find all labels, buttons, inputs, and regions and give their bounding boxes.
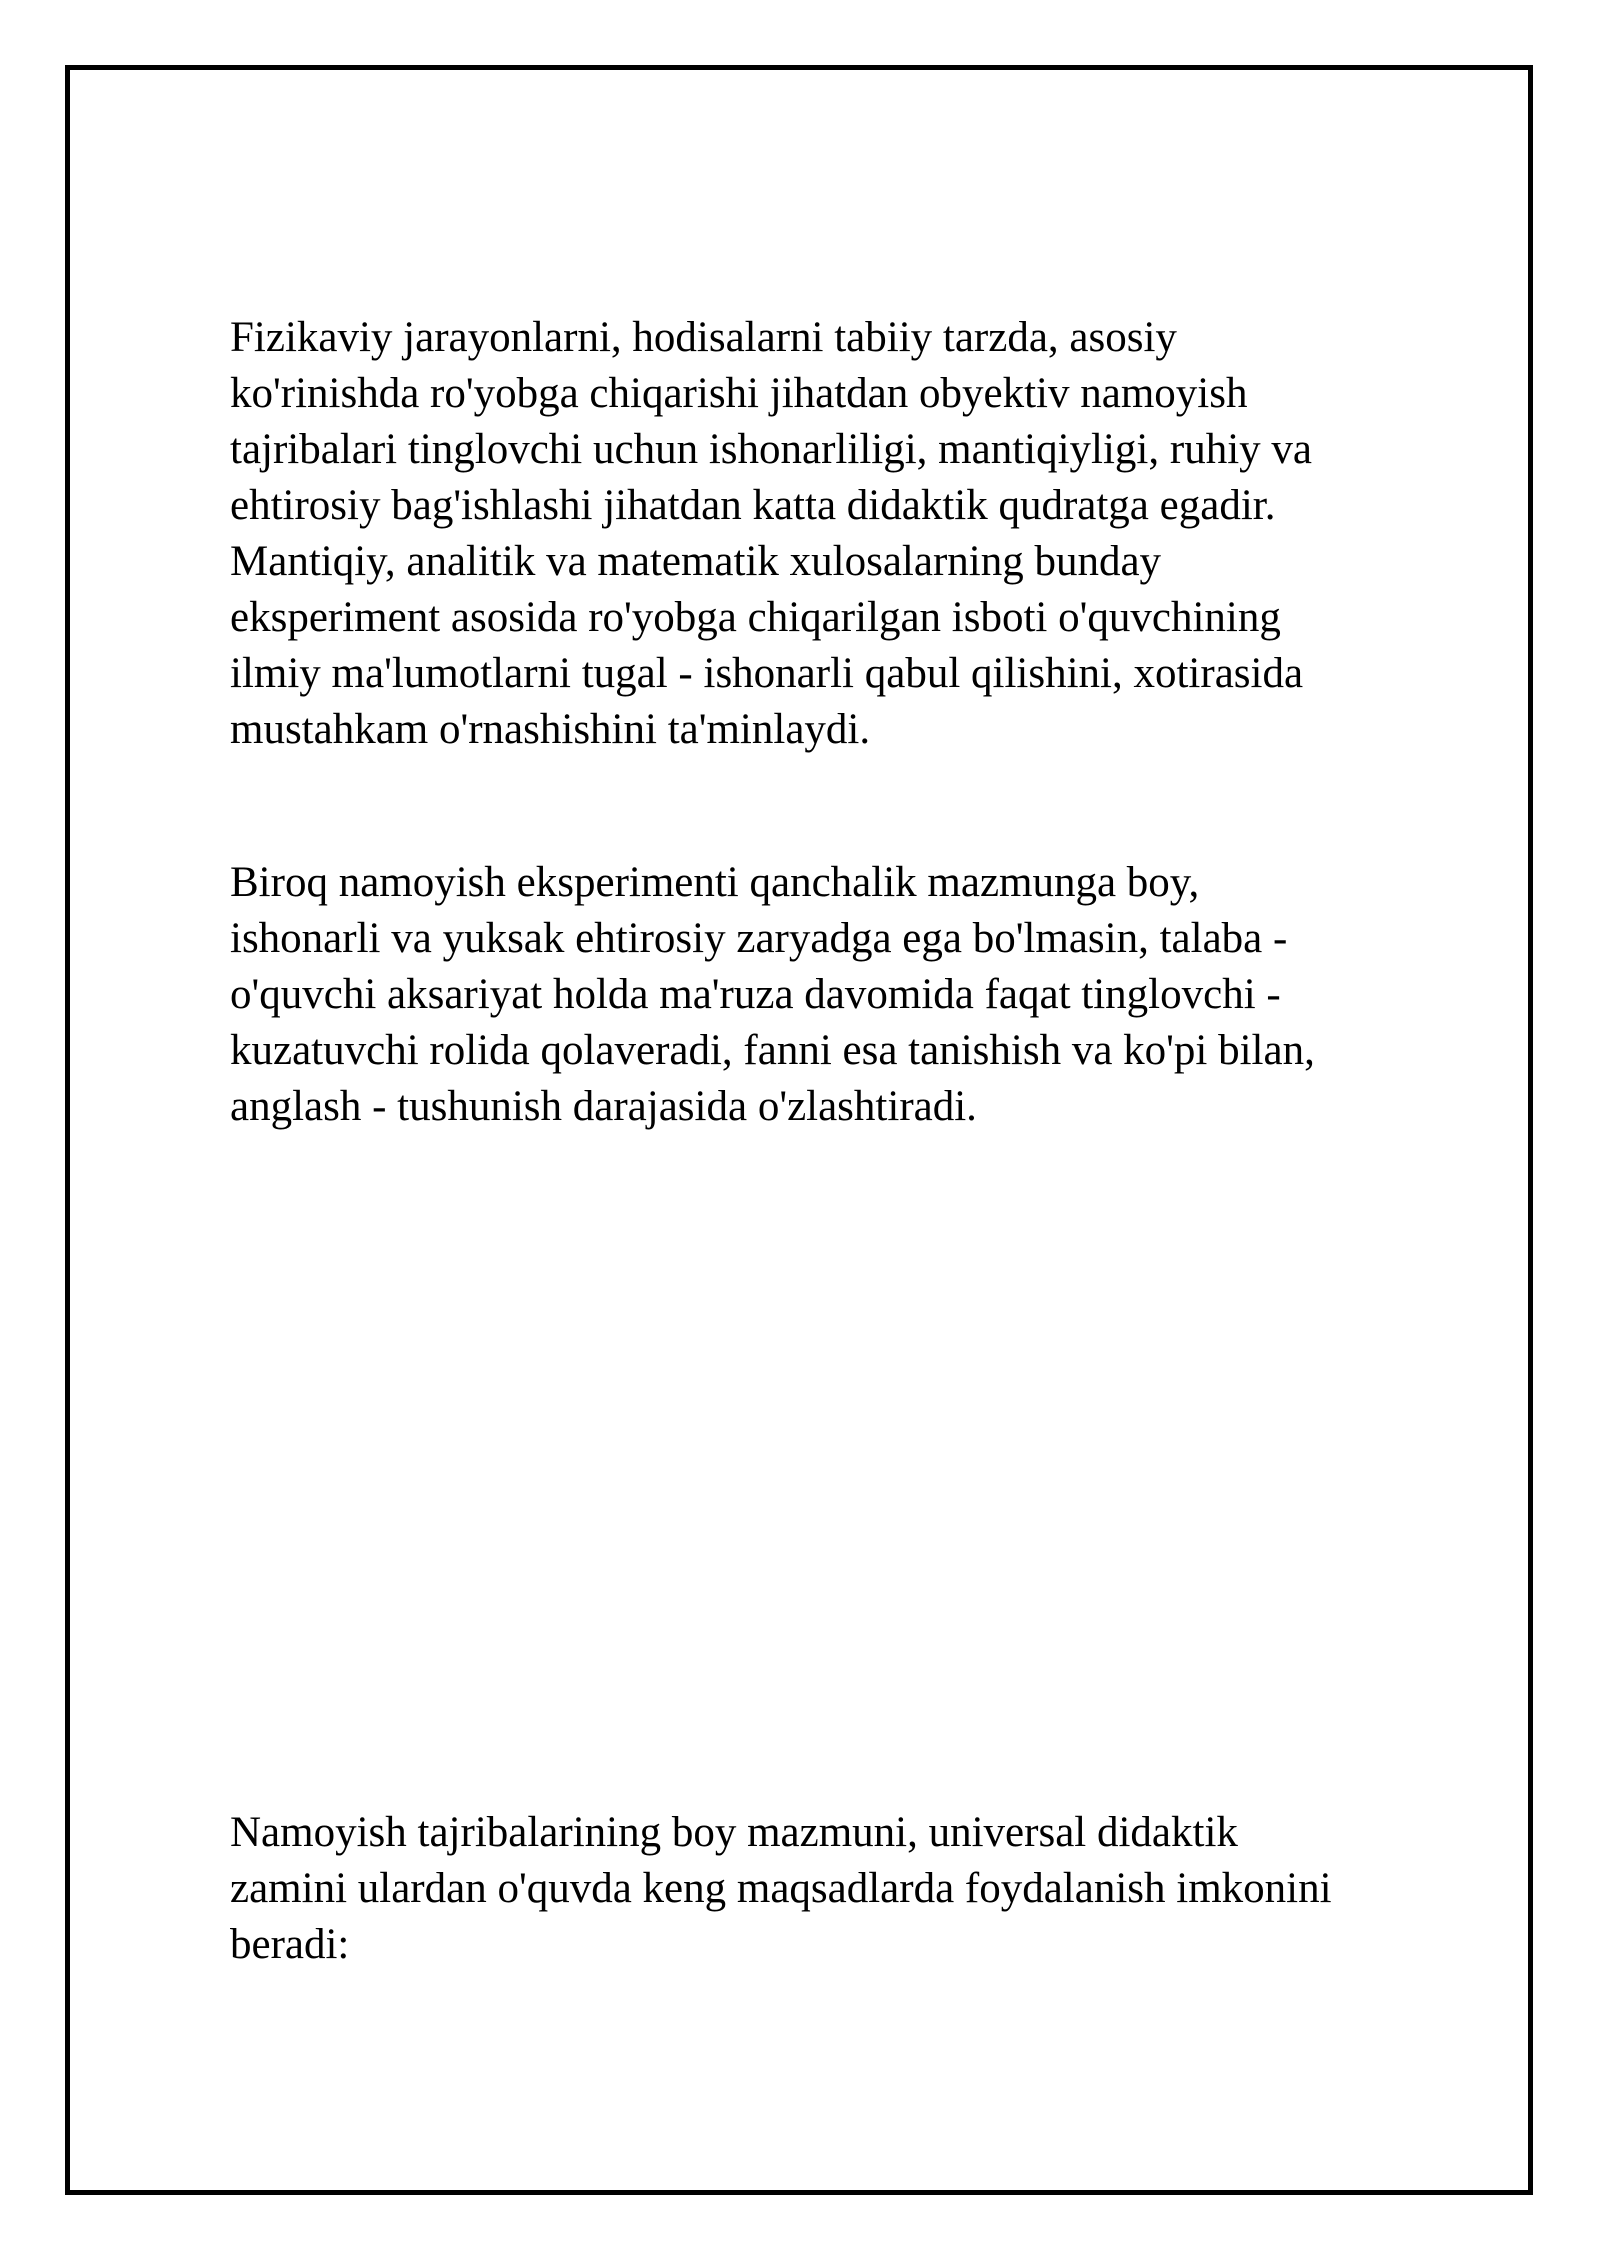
paragraph-didactic-use: Namoyish tajribalarining boy mazmuni, universal didaktik zamini ulardan o'quvda keng maqsadlarda foydalanish imkonini beradi: [230,1809,1332,1968]
paragraph-demonstration-experiments: Fizikaviy jarayonlarni, hodisalarni tabiiy tarzda, asosiy ko'rinishda ro'yobga chiqarishi jihatdan obyektiv namoyish tajribalari tinglovchi uchun ishonarliligi, mantiqiyligi, ruhiy va ehtirosiy bag'ishlashi jihatdan katta didaktik qudratga egadir. Mantiqiy, analitik va matematik xulosalarning bunday eksperiment asosida ro'yobga chiqarilgan isboti o'quvchining ilmiy ma'lumotlarni tugal - ishonarli qabul qilishini, xotirasida mustahkam o'rnashishini ta'minlaydi. [230,314,1312,753]
paragraph-student-role: Biroq namoyish eksperimenti qanchalik mazmunga boy, ishonarli va yuksak ehtirosiy zaryadga ega bo'lmasin, talaba - o'quvchi aksariyat holda ma'ruza davomida faqat tinglovchi - kuzatuvchi rolida qolaveradi, fanni esa tanishish va ko'pi bilan, anglash - tushunish darajasida o'zlashtiradi. [230,859,1315,1130]
